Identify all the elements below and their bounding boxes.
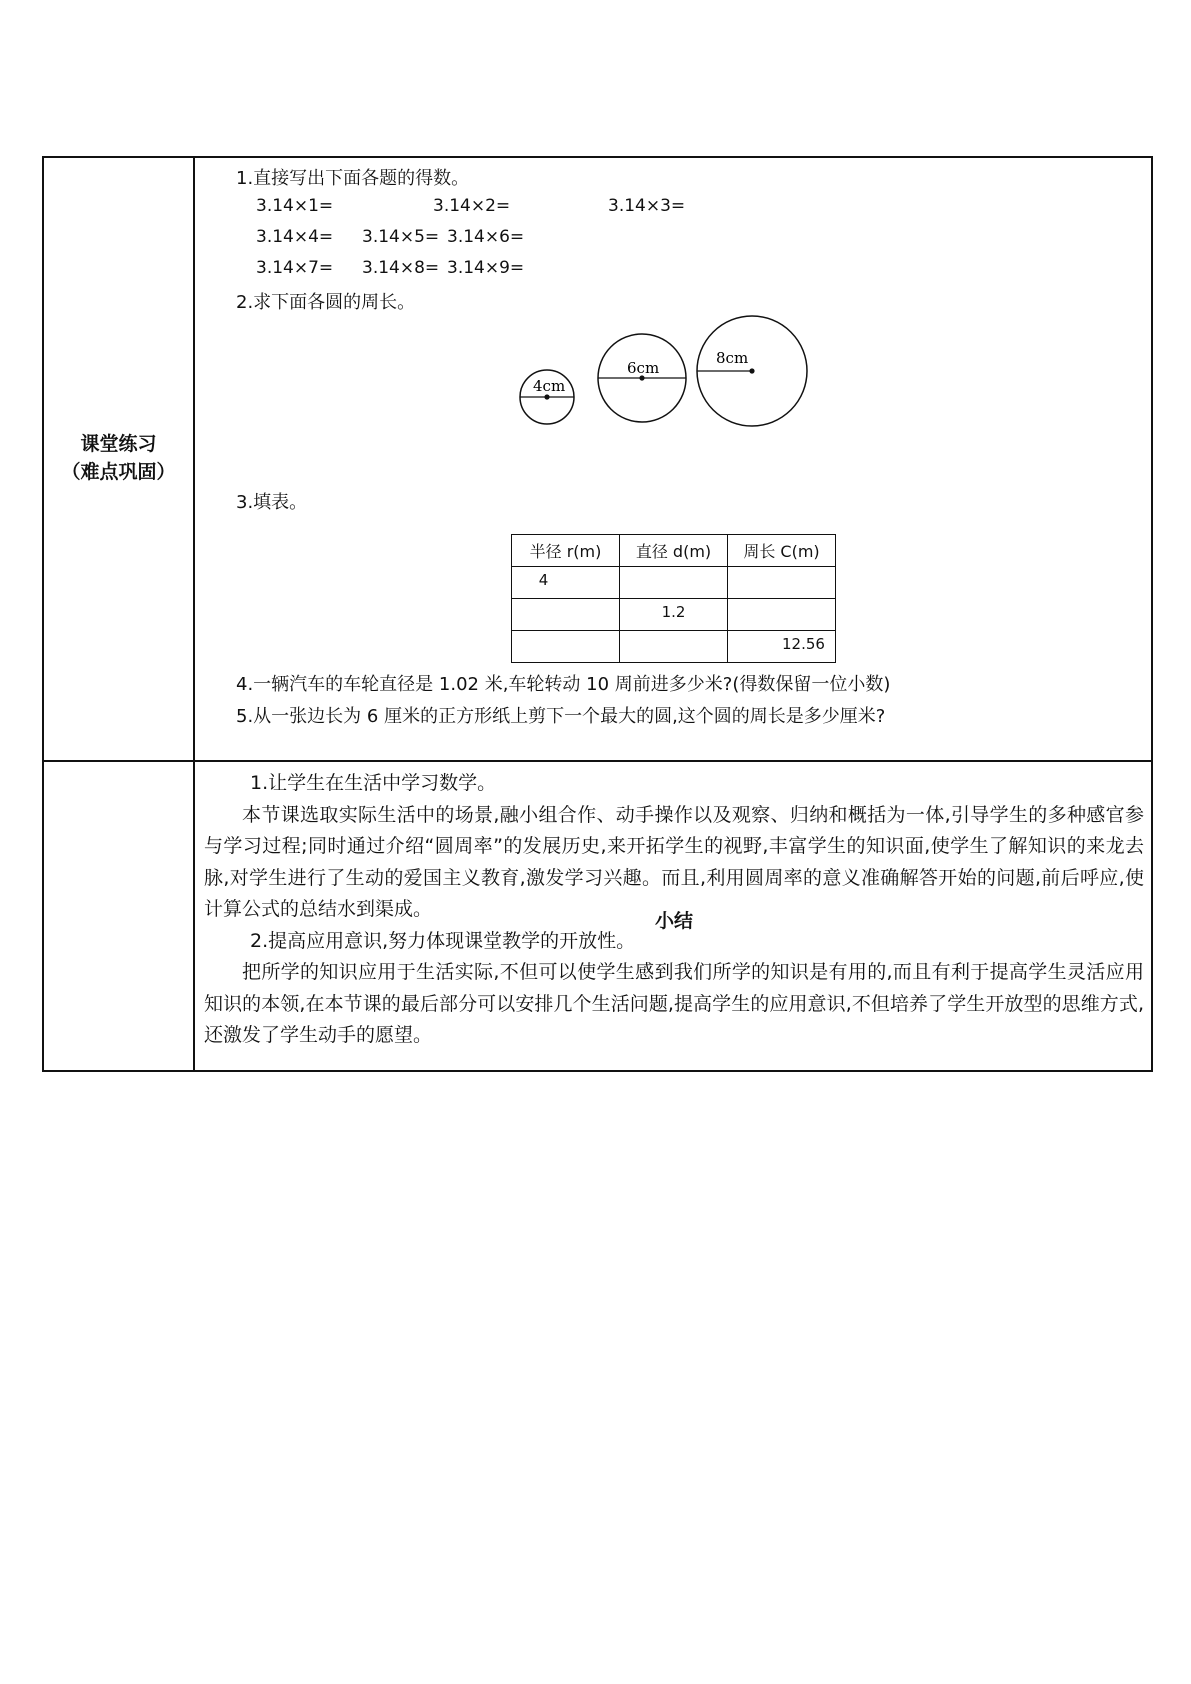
summary-paragraph-1: 1.让学生在生活中学习数学。 <box>250 772 497 794</box>
q1-r2-c: 3.14×6= <box>447 227 525 247</box>
table-cell[interactable] <box>620 567 728 599</box>
circle-4cm <box>520 370 574 424</box>
fill-table-header <box>512 535 836 567</box>
circle-8cm-label: 8cm <box>716 349 749 367</box>
summary-label: 小结 <box>654 910 693 932</box>
q4-text: 4.一辆汽车的车轮直径是 1.02 米,车轮转动 10 周前进多少米?(得数保留一位小数) <box>236 674 891 695</box>
q1-r3-c: 3.14×9= <box>447 258 525 278</box>
q1-r3-a: 3.14×7= <box>256 258 334 278</box>
practice-label-line1: 课堂练习 <box>80 433 157 455</box>
fill-table <box>511 534 836 663</box>
circle-6cm <box>598 334 686 422</box>
table-row <box>512 567 836 599</box>
table-cell[interactable]: 12.56 <box>728 631 836 663</box>
q1-title: 1.直接写出下面各题的得数。 <box>236 168 470 189</box>
lesson-table <box>42 156 1153 1072</box>
table-cell[interactable]: 4 <box>512 567 620 599</box>
q3-title: 3.填表。 <box>236 492 308 513</box>
table-cell[interactable]: 1.2 <box>620 599 728 631</box>
table-cell[interactable] <box>512 631 620 663</box>
q2-title: 2.求下面各圆的周长。 <box>236 292 416 313</box>
summary-paragraph-4: 把所学的知识应用于生活实际,不但可以使学生感到我们所学的知识是有用的,而且有利于提高学生灵活应用知识的本领,在本节课的最后部分可以安排几个生活问题,提高学生的应用意识,不但培养了学生开放型的思维方式,还激发了学生动手的愿望。 <box>204 961 1144 1046</box>
header-circumference: 周长 C(m) <box>728 535 836 567</box>
table-cell[interactable] <box>728 567 836 599</box>
table-cell[interactable] <box>620 631 728 663</box>
summary-content <box>204 768 1144 1052</box>
q1-r1-b: 3.14×2= <box>433 196 511 216</box>
q1-r2-a: 3.14×4= <box>256 227 334 247</box>
circle-8cm <box>697 316 807 426</box>
summary-paragraph-2: 本节课选取实际生活中的场景,融小组合作、动手操作以及观察、归纳和概括为一体,引导学生的多种感官参与学习过程;同时通过介绍“圆周率”的发展历史,来开拓学生的视野,丰富学生的知识面,使学生了解知识的来龙去脉,对学生进行了生动的爱国主义教育,激发学习兴趣。而且,利用圆周率的意义准确解答开始的问题,前后呼应,使计算公式的总结水到渠成。 <box>204 803 1144 920</box>
table-cell[interactable] <box>728 599 836 631</box>
practice-label-line2: （难点巩固） <box>61 461 176 483</box>
table-row <box>512 599 836 631</box>
q1-r2-b: 3.14×5= <box>362 227 440 247</box>
table-cell[interactable] <box>512 599 620 631</box>
table-row <box>512 631 836 663</box>
q1-r1-a: 3.14×1= <box>256 196 334 216</box>
row-divider <box>44 760 1151 762</box>
header-radius: 半径 r(m) <box>512 535 620 567</box>
q1-r1-c: 3.14×3= <box>608 196 686 216</box>
circle-4cm-label: 4cm <box>533 377 566 395</box>
circle-6cm-label: 6cm <box>627 359 660 377</box>
practice-label <box>44 430 193 486</box>
circles-figure <box>514 313 814 443</box>
column-divider <box>193 158 195 1070</box>
q1-r3-b: 3.14×8= <box>362 258 440 278</box>
summary-paragraph-3: 2.提高应用意识,努力体现课堂教学的开放性。 <box>250 929 636 952</box>
header-diameter: 直径 d(m) <box>620 535 728 567</box>
q5-text: 5.从一张边长为 6 厘米的正方形纸上剪下一个最大的圆,这个圆的周长是多少厘米? <box>236 706 886 727</box>
